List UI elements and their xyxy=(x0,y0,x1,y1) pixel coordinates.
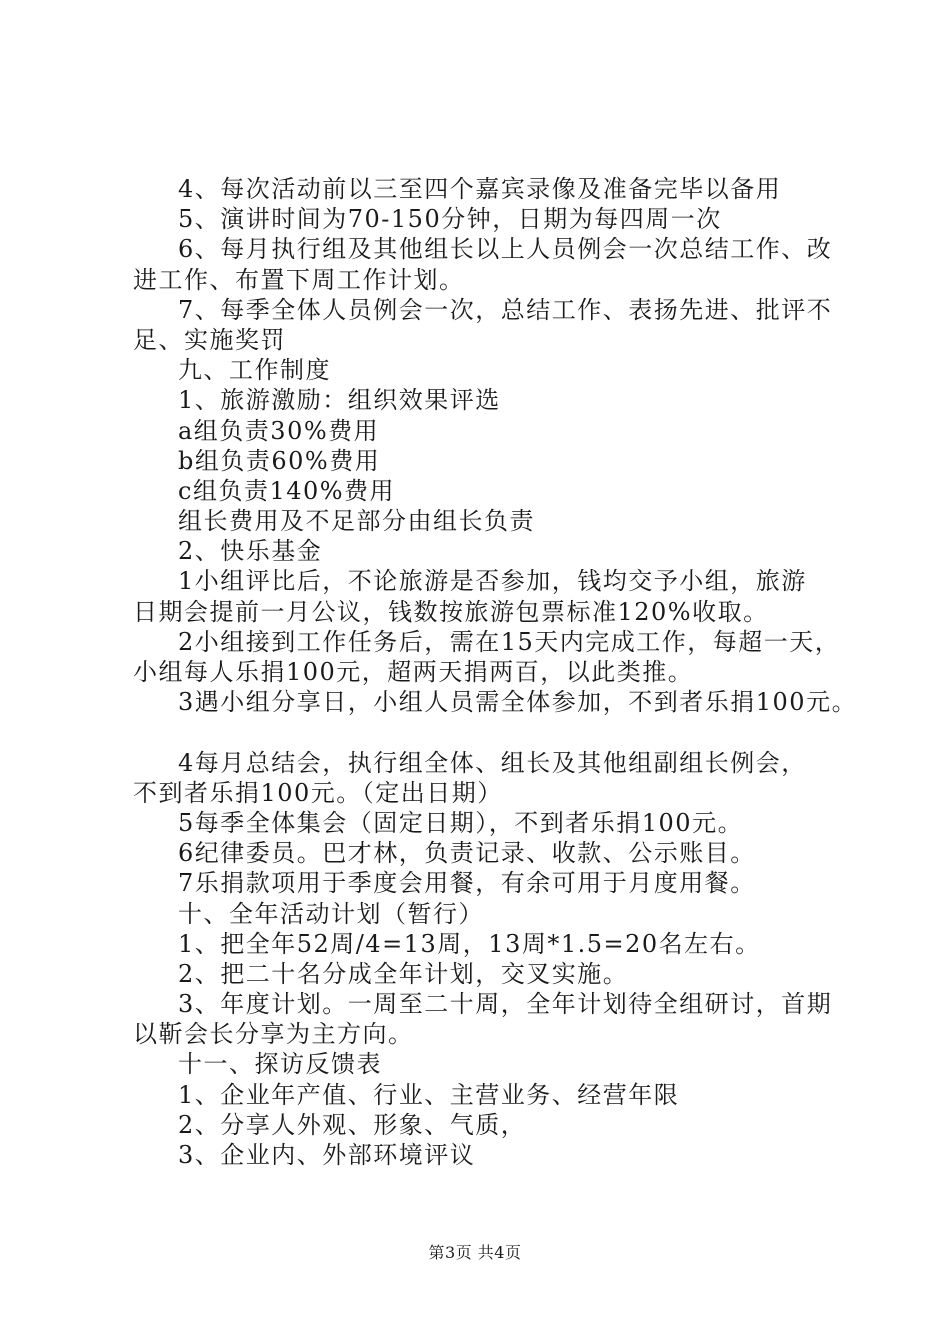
text-line: 组长费用及不足部分由组长负责 xyxy=(178,507,535,536)
text-line: 进工作、布置下周工作计划。 xyxy=(133,265,465,294)
text-line: 3、年度计划。一周至二十周，全年计划待全组研讨，首期 xyxy=(178,990,833,1019)
text-line: 3、企业内、外部环境评议 xyxy=(178,1141,476,1169)
text-line: 1、把全年52周/4=13周，13周*1.5=20名左右。 xyxy=(178,929,761,958)
text-line: 6、每月执行组及其他组长以上人员例会一次总结工作、改 xyxy=(178,235,833,264)
document-body xyxy=(133,174,858,1170)
text-line: 以靳会长分享为主方向。 xyxy=(133,1020,414,1049)
text-line: 4每月总结会，执行组全体、组长及其他组副组长例会， xyxy=(178,748,807,777)
blank-line xyxy=(133,717,833,747)
text-line: 1、旅游激励：组织效果评选 xyxy=(178,386,501,415)
text-line: b组负责60%费用 xyxy=(178,446,381,475)
text-line: 1、企业年产值、行业、主营业务、经营年限 xyxy=(178,1080,680,1109)
text-line: 2、快乐基金 xyxy=(178,537,323,566)
text-line: c组负责140%费用 xyxy=(178,476,396,505)
text-line: 2、分享人外观、形象、气质， xyxy=(178,1110,527,1139)
text-line: 十、全年活动计划（暂行） xyxy=(178,899,484,928)
text-line: 4、每次活动前以三至四个嘉宾录像及准备完毕以备用 xyxy=(178,175,782,203)
text-line: 九、工作制度 xyxy=(178,356,331,385)
text-line: 日期会提前一月公议，钱数按旅游包票标准120%收取。 xyxy=(133,597,769,626)
text-line: 小组每人乐捐100元，超两天捐两百，以此类推。 xyxy=(133,658,694,686)
text-line: 十一、探访反馈表 xyxy=(178,1050,382,1079)
text-line: 2小组接到工作任务后，需在15天内完成工作，每超一天， xyxy=(178,627,841,656)
text-line: 5每季全体集会（固定日期），不到者乐捐100元。 xyxy=(178,808,744,837)
text-line: 足、实施奖罚 xyxy=(133,325,286,354)
text-line: 5、演讲时间为70-150分钟，日期为每四周一次 xyxy=(178,205,722,234)
text-line: 2、把二十名分成全年计划，交叉实施。 xyxy=(178,959,629,988)
text-line: 不到者乐捐100元。（定出日期） xyxy=(133,778,503,807)
text-line: 1小组评比后，不论旅游是否参加，钱均交予小组，旅游 xyxy=(178,567,807,596)
text-line: 3遇小组分享日，小组人员需全体参加，不到者乐捐100元。 xyxy=(178,688,858,717)
page-footer: 第3页 共4页 xyxy=(428,1243,522,1262)
text-line: 7乐捐款项用于季度会用餐，有余可用于月度用餐。 xyxy=(178,869,756,898)
text-line: a组负责30%费用 xyxy=(178,416,380,445)
text-line: 7、每季全体人员例会一次，总结工作、表扬先进、批评不 xyxy=(178,295,833,324)
text-line: 6纪律委员。巴才林，负责记录、收款、公示账目。 xyxy=(178,839,756,868)
